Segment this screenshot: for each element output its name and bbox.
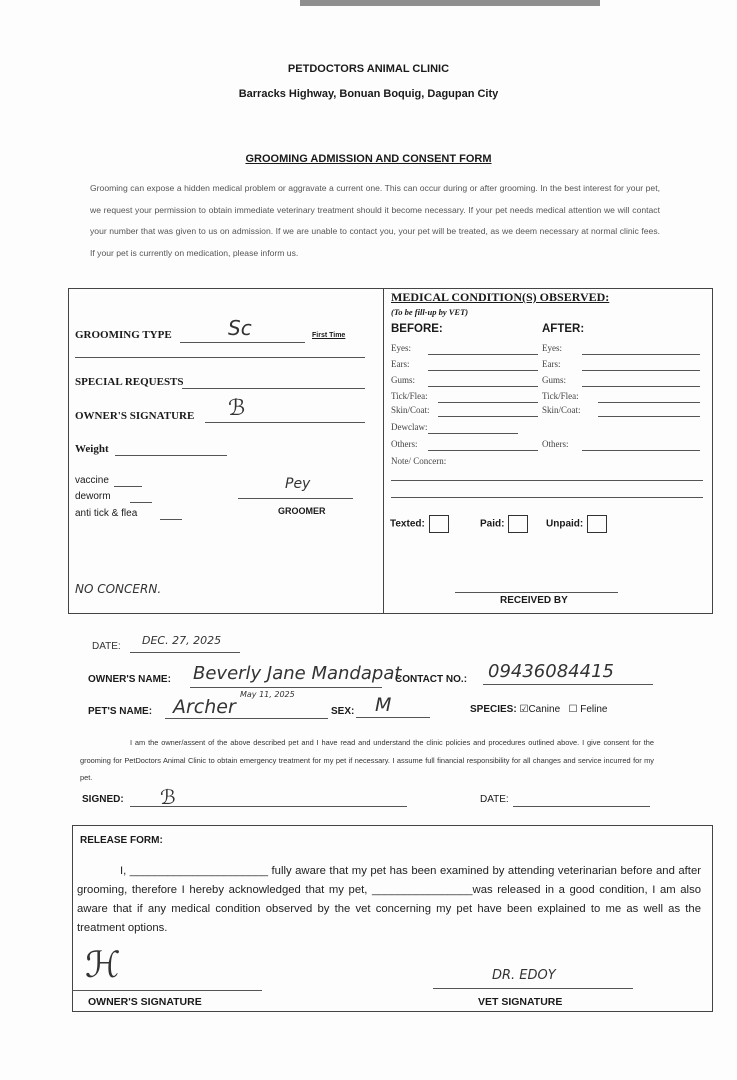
date-value[interactable]: DEC. 27, 2025 [142, 634, 222, 647]
unpaid-checkbox[interactable] [546, 515, 607, 533]
before-heading: BEFORE: [391, 323, 443, 335]
grooming-type-value[interactable]: Sc [228, 316, 252, 340]
release-title: RELEASE FORM: [80, 835, 163, 846]
received-by-line[interactable] [455, 592, 618, 593]
date-line [130, 652, 240, 653]
divider [383, 288, 384, 614]
after-item: Skin/Coat: [542, 405, 581, 415]
owner-signature-caption: OWNER'S SIGNATURE [88, 996, 202, 1008]
before-item: Eyes: [391, 343, 411, 353]
consent-paragraph: I am the owner/assent of the above described pet and I have read and understand the clinic policies and procedures outlined above. I give consent for the grooming for PetDoctors Animal Clinic to obtain emergency treatment for my pet if necessary. I assume full financial responsibility for all changes and service incurred for my pet. [80, 738, 654, 782]
species-field [470, 704, 607, 715]
note-line-1[interactable] [391, 480, 703, 481]
owner-name-label: OWNER'S NAME: [88, 674, 171, 685]
canine-label: Canine [528, 704, 561, 715]
feline-label: Feline [580, 704, 608, 715]
groomer-line [238, 498, 353, 499]
canine-checkbox[interactable]: ☑Canine [519, 704, 561, 715]
before-item: Tick/Flea: [391, 391, 428, 401]
before-field[interactable] [428, 386, 538, 387]
deworm-label: deworm [75, 491, 111, 502]
owner-name-line [190, 687, 382, 688]
after-field[interactable] [582, 450, 700, 451]
date2-field[interactable] [513, 806, 650, 807]
vet-signature-line[interactable] [433, 988, 633, 989]
date2-label: DATE: [480, 794, 509, 805]
intro-paragraph: Grooming can expose a hidden medical problem or aggravate a current one. This can occur during or after grooming. In the best interest for your pet, we request your permission to obtain immediate veterinary treatment should it become necessary. If your pet needs medical attention we will contact your number that was given to us on admission. If we are unable to contact you, your pet will be treated, as we deem necessary at normal clinic fees. If your pet is currently on medication, please inform us. [90, 183, 660, 258]
sex-label: SEX: [331, 706, 355, 717]
after-heading: AFTER: [542, 323, 585, 335]
after-item: Others: [542, 439, 569, 449]
vet-signature-caption: VET SIGNATURE [478, 996, 563, 1008]
received-by-label: RECEIVED BY [500, 595, 568, 606]
contact-value[interactable]: 09436084415 [488, 661, 614, 682]
before-item: Gums: [391, 375, 416, 385]
sex-line [356, 717, 430, 718]
after-field[interactable] [582, 370, 700, 371]
deworm-field[interactable] [130, 502, 152, 503]
grooming-type-line [180, 342, 305, 343]
form-title: GROOMING ADMISSION AND CONSENT FORM [245, 153, 492, 165]
paid-checkbox[interactable] [480, 515, 528, 533]
sex-value[interactable]: M [375, 694, 392, 716]
before-item: Skin/Coat: [391, 405, 430, 415]
contact-label: CONTACT NO.: [395, 674, 468, 685]
vet-signature-value: DR. EDOY [492, 968, 556, 983]
grooming-type-label: GROOMING TYPE [75, 329, 172, 341]
pet-date-note: May 11, 2025 [240, 690, 295, 699]
anti-tick-label: anti tick & flea [75, 508, 138, 519]
owner-signature-line[interactable] [72, 990, 262, 991]
special-requests-label: SPECIAL REQUESTS [75, 376, 184, 388]
anti-tick-field[interactable] [160, 519, 182, 520]
owner-name-value[interactable]: Beverly Jane Mandapat [193, 663, 402, 684]
before-field[interactable] [428, 450, 538, 451]
note-concern-label: Note/ Concern: [391, 456, 447, 466]
before-field[interactable] [428, 354, 538, 355]
groomer-label: GROOMER [278, 506, 326, 516]
weight-label: Weight [75, 443, 109, 455]
texted-label: Texted: [390, 518, 425, 530]
signed-label: SIGNED: [82, 794, 124, 805]
after-item: Ears: [542, 359, 561, 369]
owner-signature-label: OWNER'S SIGNATURE [75, 410, 195, 422]
medical-subtitle: (To be fill-up by VET) [391, 307, 469, 317]
before-field[interactable] [438, 416, 538, 417]
after-field[interactable] [598, 416, 700, 417]
unpaid-label: Unpaid: [546, 518, 584, 530]
after-item: Eyes: [542, 343, 562, 353]
weight-field[interactable] [115, 455, 227, 456]
paid-label: Paid: [480, 518, 505, 530]
pet-name-value[interactable]: Archer [173, 696, 236, 718]
after-field[interactable] [598, 402, 700, 403]
line [75, 357, 365, 358]
owner-signature-mark: ℬ [228, 396, 246, 421]
texted-checkbox[interactable] [390, 515, 449, 533]
vaccine-field[interactable] [114, 486, 142, 487]
pet-name-line [165, 718, 328, 719]
feline-checkbox[interactable]: ☐ Feline [568, 704, 608, 715]
owner-signature-scribble: ℋ [85, 945, 121, 986]
checkbox[interactable] [508, 515, 528, 533]
groomer-value: Pey [285, 476, 311, 492]
after-item: Tick/Flea: [542, 391, 579, 401]
scan-edge [300, 0, 600, 6]
note-line-2[interactable] [391, 497, 703, 498]
vaccine-label: vaccine [75, 475, 109, 486]
contact-line [483, 684, 653, 685]
signature-mark: ℬ [160, 785, 176, 809]
before-item: Ears: [391, 359, 410, 369]
before-item: Dewclaw: [391, 422, 428, 432]
before-field[interactable] [438, 402, 538, 403]
species-label: SPECIES: [470, 704, 517, 715]
before-field[interactable] [428, 370, 538, 371]
clinic-address: Barracks Highway, Bonuan Boquig, Dagupan City [238, 88, 499, 100]
checkbox[interactable] [429, 515, 449, 533]
concern-note: NO CONCERN. [75, 582, 162, 596]
release-text: I, ______________________ fully aware that my pet has been examined by attending veterinarian before and after grooming, therefore I hereby acknowledged that my pet, ________________was released in a good condition, I am also aware that if any medical condition observed by the vet concerning my pet have been explained to me as well as the treatment options. [77, 865, 701, 934]
before-field[interactable] [428, 433, 518, 434]
pet-name-label: PET'S NAME: [88, 706, 153, 717]
checkbox[interactable] [587, 515, 607, 533]
after-item: Gums: [542, 375, 567, 385]
after-field[interactable] [582, 354, 700, 355]
special-requests-field[interactable] [182, 388, 365, 389]
after-field[interactable] [582, 386, 700, 387]
date-label: DATE: [92, 641, 121, 652]
before-item: Others: [391, 439, 418, 449]
clinic-name: PETDOCTORS ANIMAL CLINIC [287, 63, 450, 75]
first-time-label: First Time [312, 332, 346, 339]
medical-title: MEDICAL CONDITION(S) OBSERVED: [391, 290, 610, 304]
owner-signature-field[interactable] [205, 422, 365, 423]
